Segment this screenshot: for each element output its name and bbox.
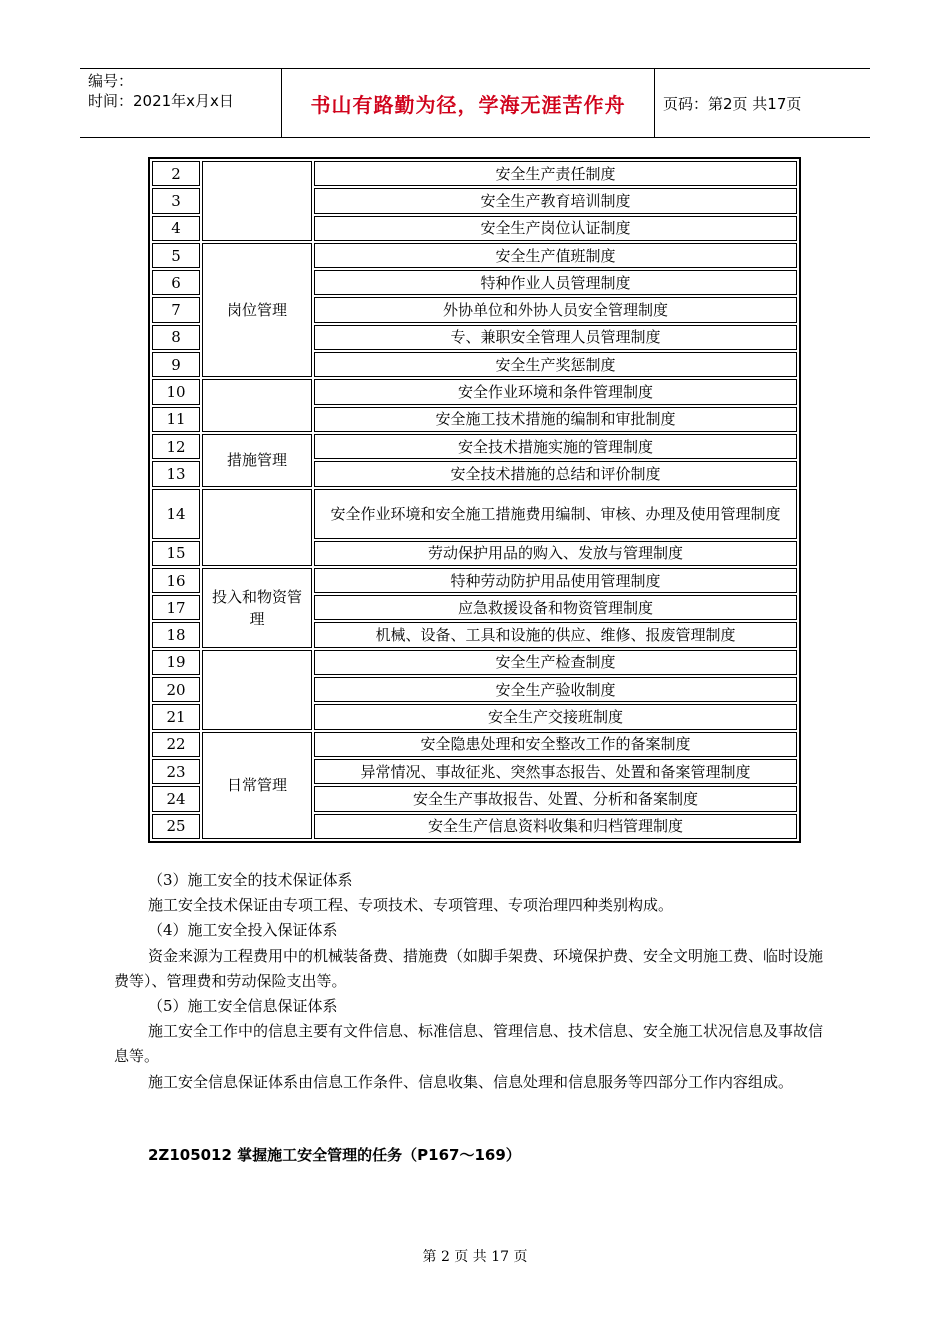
regulation-item: 安全技术措施的总结和评价制度 [314,461,797,486]
regulation-item: 安全生产值班制度 [314,243,797,268]
row-number: 12 [152,434,200,459]
row-number: 14 [152,489,200,539]
page-header [80,68,870,138]
page-footer: 第 2 页 共 17 页 [422,1249,528,1265]
regulation-item: 安全技术措施实施的管理制度 [314,434,797,459]
subsection-heading: （4）施工安全投入保证体系 [148,921,338,940]
table-row [152,489,797,539]
regulation-item: 安全生产信息资料收集和归档管理制度 [314,814,797,839]
regulation-item: 安全生产岗位认证制度 [314,216,797,241]
category-cell-empty [202,161,312,241]
table-row [152,434,797,459]
category-cell-empty [202,650,312,730]
row-number: 6 [152,270,200,295]
category-cell-empty [202,489,312,566]
section-heading: 2Z105012 掌握施工安全管理的任务（P167～169） [148,1146,521,1164]
paragraph: 施工安全技术保证由专项工程、专项技术、专项管理、专项治理四种类别构成。 [148,896,674,915]
body-text [114,868,836,1095]
regulation-item: 应急救援设备和物资管理制度 [314,595,797,620]
row-number: 24 [152,786,200,811]
row-number: 8 [152,325,200,350]
subsection-heading: （3）施工安全的技术保证体系 [148,871,353,889]
row-number: 18 [152,622,200,647]
regulation-item: 安全作业环境和条件管理制度 [314,379,797,404]
row-number: 4 [152,216,200,241]
category-investment-management: 投入和物资管理 [202,568,312,648]
document-time-label: 时间：2021年x月x日 [88,92,234,110]
row-number: 15 [152,541,200,566]
row-number: 17 [152,595,200,620]
regulation-item: 安全隐患处理和安全整改工作的备案制度 [314,732,797,757]
row-number: 7 [152,297,200,322]
regulation-item: 特种作业人员管理制度 [314,270,797,295]
paragraph: 资金来源为工程费用中的机械装备费、措施费（如脚手架费、环境保护费、安全文明施工费、临时设施费等）、管理费和劳动保险支出等。 [114,946,824,990]
header-meta [80,69,282,137]
regulation-item: 特种劳动防护用品使用管理制度 [314,568,797,593]
row-number: 22 [152,732,200,757]
regulation-item: 安全生产检查制度 [314,650,797,675]
regulation-item: 安全生产交接班制度 [314,704,797,729]
table-row [152,379,797,404]
table-row [152,732,797,757]
row-number: 19 [152,650,200,675]
row-number: 23 [152,759,200,784]
regulation-item: 安全生产责任制度 [314,161,797,186]
regulation-item: 安全施工技术措施的编制和审批制度 [314,407,797,432]
regulation-item: 安全生产教育培训制度 [314,188,797,213]
row-number: 11 [152,407,200,432]
category-cell-empty [202,379,312,432]
regulation-item: 安全生产验收制度 [314,677,797,702]
row-number: 21 [152,704,200,729]
header-page-label: 页码：第2页 共17页 [663,94,802,113]
row-number: 20 [152,677,200,702]
header-motto: 书山有路勤为径，学海无涯苦作舟 [282,69,655,137]
row-number: 25 [152,814,200,839]
row-number: 5 [152,243,200,268]
document-number-label: 编号： [88,72,134,90]
row-number: 10 [152,379,200,404]
table-row [152,243,797,268]
paragraph: 施工安全工作中的信息主要有文件信息、标准信息、管理信息、技术信息、安全施工状况信息及事故信息等。 [114,1022,824,1066]
regulation-item: 机械、设备、工具和设施的供应、维修、报废管理制度 [314,622,797,647]
regulation-item: 劳动保护用品的购入、发放与管理制度 [314,541,797,566]
category-measures-management: 措施管理 [202,434,312,487]
category-daily-management: 日常管理 [202,732,312,839]
regulation-item: 专、兼职安全管理人员管理制度 [314,325,797,350]
row-number: 13 [152,461,200,486]
regulation-item: 安全生产事故报告、处置、分析和备案制度 [314,786,797,811]
table-row [152,161,797,186]
subsection-heading: （5）施工安全信息保证体系 [148,997,338,1016]
row-number: 2 [152,161,200,186]
row-number: 3 [152,188,200,213]
regulations-table [148,157,801,843]
row-number: 9 [152,352,200,377]
paragraph: 施工安全信息保证体系由信息工作条件、信息收集、信息处理和信息服务等四部分工作内容组成。 [148,1072,794,1091]
table-row [152,568,797,593]
regulation-item: 安全作业环境和安全施工措施费用编制、审核、办理及使用管理制度 [314,489,797,539]
regulation-item: 安全生产奖惩制度 [314,352,797,377]
category-post-management: 岗位管理 [202,243,312,377]
regulation-item: 异常情况、事故征兆、突然事态报告、处置和备案管理制度 [314,759,797,784]
row-number: 16 [152,568,200,593]
regulation-item: 外协单位和外协人员安全管理制度 [314,297,797,322]
table-row [152,650,797,675]
